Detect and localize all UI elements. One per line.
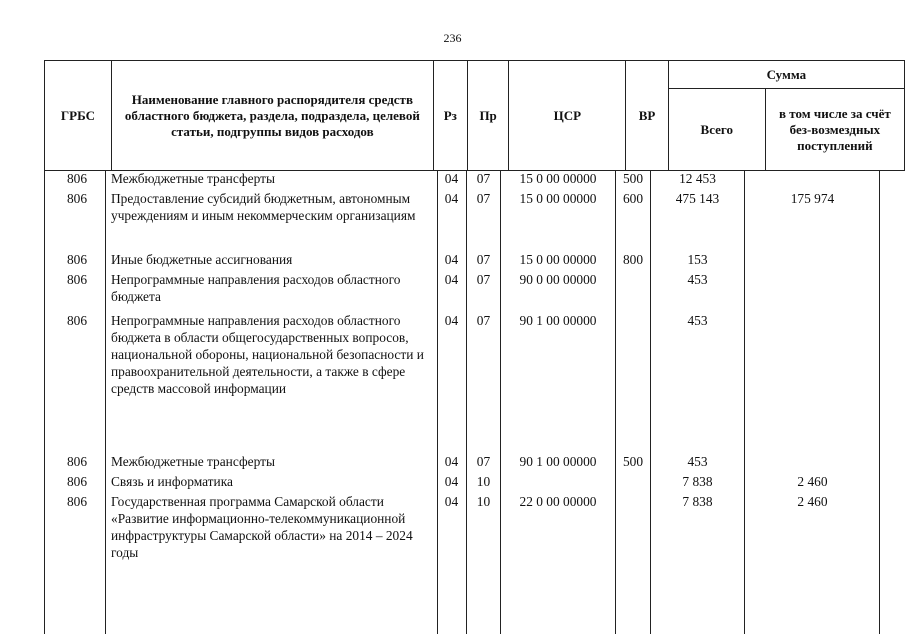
cell-grbs: 806 [66,454,88,469]
cell-csr: 90 1 00 00000 [519,454,597,469]
header-pr: Пр [467,61,509,171]
cell-csr: 90 0 00 00000 [519,272,597,287]
cell-name: Государственная программа Самарской области «Развитие информационно-телекоммуникационной инфраструктуры Самарской области» на 2014 – 2024 годы [111,494,413,560]
cell-grbs: 806 [66,252,88,267]
cell-grbs: 806 [66,191,88,206]
cell-gratis: 2 460 [797,494,828,509]
header-gratis: в том числе за счёт без-возмездных поступлений [765,89,904,171]
column-border [437,171,438,634]
cell-pr: 10 [476,494,491,509]
cell-pr: 07 [476,252,491,267]
column-border [744,171,745,634]
cell-vr: 600 [622,191,644,206]
cell-pr: 07 [476,313,491,328]
cell-vr: 500 [622,171,644,186]
cell-rz: 04 [444,313,459,328]
column-border [879,171,880,634]
cell-total: 7 838 [682,494,713,509]
cell-total: 453 [687,272,708,287]
header-grbs: ГРБС [45,61,112,171]
cell-name: Непрограммные направления расходов областного бюджета в области общегосударственных вопросов, национальной обороны, национальной безопасности и правоохранительной деятельности, а также в сфере средств массовой информации [111,313,424,396]
cell-total: 12 453 [679,171,716,186]
cell-vr: 500 [622,454,644,469]
cell-grbs: 806 [66,474,88,489]
cell-rz: 04 [444,272,459,287]
cell-csr: 90 1 00 00000 [519,313,597,328]
cell-pr: 07 [476,191,491,206]
column-border [615,171,616,634]
cell-rz: 04 [444,171,459,186]
cell-csr: 15 0 00 00000 [519,171,597,186]
cell-pr: 07 [476,171,491,186]
cell-grbs: 806 [66,171,88,186]
column-border [650,171,651,634]
cell-rz: 04 [444,252,459,267]
cell-rz: 04 [444,454,459,469]
cell-gratis: 175 974 [790,191,835,206]
column-border [500,171,501,634]
cell-total: 453 [687,313,708,328]
cell-name: Межбюджетные трансферты [111,454,275,469]
header-name: Наименование главного распорядителя средств областного бюджета, раздела, подраздела, целевой статьи, подгруппы видов расходов [111,61,433,171]
cell-name: Иные бюджетные ассигнования [111,252,293,267]
cell-name: Межбюджетные трансферты [111,171,275,186]
column-border [466,171,467,634]
cell-total: 453 [687,454,708,469]
cell-gratis: 2 460 [797,474,828,489]
cell-total: 475 143 [675,191,720,206]
header-sum: Сумма [668,61,904,89]
header-vr: ВР [626,61,668,171]
cell-rz: 04 [444,191,459,206]
cell-grbs: 806 [66,494,88,509]
header-rz: Рз [433,61,467,171]
cell-csr: 15 0 00 00000 [519,252,597,267]
cell-rz: 04 [444,474,459,489]
cell-name: Связь и информатика [111,474,233,489]
cell-rz: 04 [444,494,459,509]
column-border [105,171,106,634]
header-total: Всего [668,89,765,171]
cell-total: 153 [687,252,708,267]
cell-vr: 800 [622,252,644,267]
cell-pr: 07 [476,272,491,287]
column-border [44,171,45,634]
cell-pr: 10 [476,474,491,489]
cell-name: Непрограммные направления расходов областного бюджета [111,272,401,304]
cell-total: 7 838 [682,474,713,489]
cell-pr: 07 [476,454,491,469]
cell-grbs: 806 [66,272,88,287]
cell-grbs: 806 [66,313,88,328]
cell-csr: 15 0 00 00000 [519,191,597,206]
page-number: 236 [443,31,462,45]
table-header [44,60,905,171]
header-csr: ЦСР [509,61,626,171]
cell-csr: 22 0 00 00000 [519,494,597,509]
cell-name: Предоставление субсидий бюджетным, автономным учреждениям и иным некоммерческим организациям [111,191,416,223]
